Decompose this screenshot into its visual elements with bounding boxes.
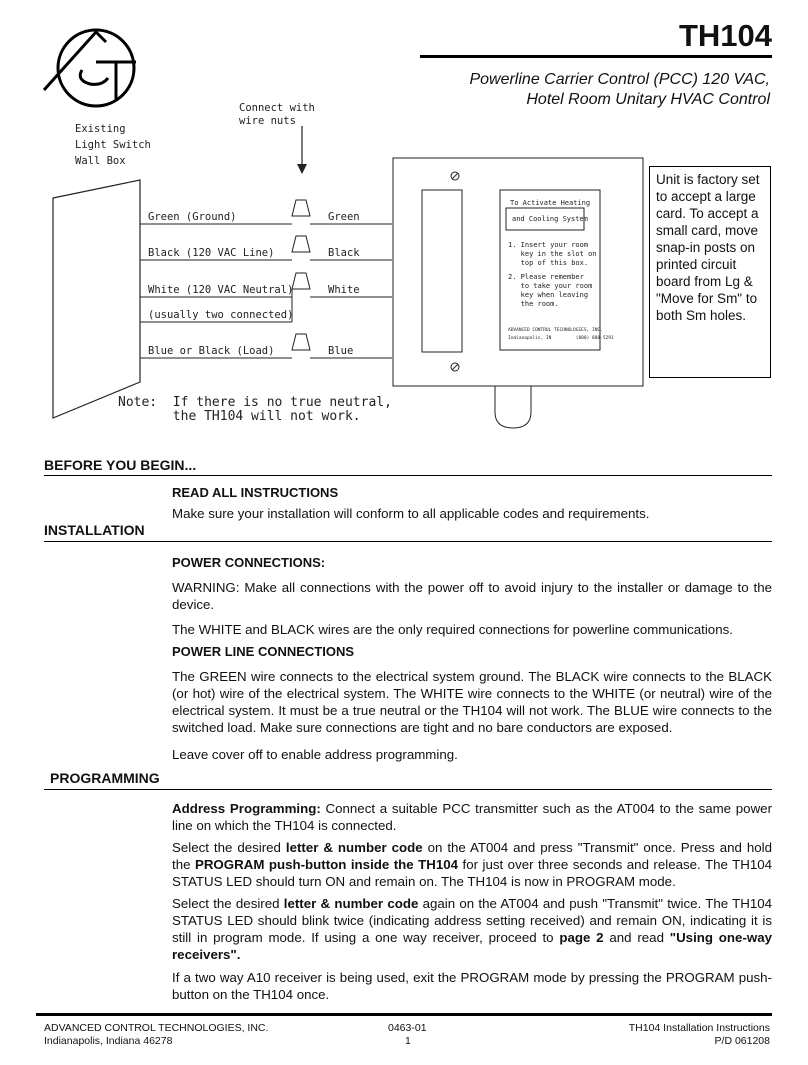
factory-setting-note: Unit is factory set to accept a large card. To accept a small card, move snap-in posts on printed circuit board from Lg & "Move for Sm" to both Sm holes.	[649, 166, 771, 378]
wire-connections-text: The GREEN wire connects to the electrical system ground. The BLACK wire connects to the BLACK (or hot) wire of the electrical system. The WHITE wire connects to the WHITE (or neutral) wire of the electrical system. It must be a true neutral or the TH104 will not work. The BLUE wire connects to the switched load. Make sure connections are tight and no bare conductors are exposed.	[172, 669, 772, 735]
model-number: TH104	[678, 18, 772, 53]
neutral-note: Note: If there is no true neutral, the TH104 will not work.	[118, 395, 392, 424]
subtitle-line-1: Powerline Carrier Control (PCC) 120 VAC,	[469, 71, 770, 88]
wire-label-white: White (120 VAC Neutral)	[148, 284, 294, 296]
white-black-text: The WHITE and BLACK wires are the only required connections for powerline communications.	[172, 622, 733, 637]
select-code-text: Select the desired letter & number code on the AT004 and press "Transmit" once. Press and hold the PROGRAM push-button inside the TH104 for just over three seconds and release. The TH104 STATUS LED should turn ON and remain on. The TH104 is now in PROGRAM mode.	[172, 840, 772, 889]
wire-label-neutral-note: (usually two connected)	[148, 309, 294, 321]
wire-color-green: Green	[328, 211, 360, 223]
heading-installation: INSTALLATION	[44, 522, 145, 538]
card-title-1: To Activate Heating	[510, 199, 591, 207]
conform-text: Make sure your installation will conform to all applicable codes and requirements.	[172, 506, 650, 521]
power-connections-heading: POWER CONNECTIONS:	[172, 555, 326, 570]
box-label-3: Wall Box	[75, 155, 126, 167]
connect-label-2: wire nuts	[239, 115, 296, 127]
wire-color-black: Black	[328, 247, 360, 259]
wire-label-black: Black (120 VAC Line)	[148, 247, 275, 259]
footer-address: Indianapolis, Indiana 46278	[44, 1035, 173, 1047]
footer-page-number: 1	[405, 1035, 411, 1047]
rule	[44, 475, 772, 476]
connect-label-1: Connect with	[239, 102, 315, 114]
subtitle-line-2: Hotel Room Unitary HVAC Control	[526, 91, 770, 108]
heading-programming: PROGRAMMING	[50, 770, 160, 786]
footer-rule	[36, 1013, 772, 1016]
card-title-2: and Cooling System	[512, 215, 588, 223]
wire-label-load: Blue or Black (Load)	[148, 345, 275, 357]
wire-color-blue: Blue	[328, 345, 354, 357]
box-label-2: Light Switch	[75, 139, 151, 151]
card-footer-2: Indianapolis, IN (800) 888-5291	[508, 336, 614, 341]
select-code-again-text: Select the desired letter & number code again on the AT004 and push "Transmit" twice. The TH104 STATUS LED should blink twice (indicating address setting received) and remain ON, indicating it is still in program mode. If using a one way receiver, proceed to page 2 and read "Using one-way receivers".	[172, 896, 773, 962]
box-label-1: Existing	[75, 123, 126, 135]
card-instruction-1: 1. Insert your room key in the slot on top of this box.	[508, 241, 597, 267]
card-footer-1: ADVANCED CONTROL TECHNOLOGIES, INC.	[508, 328, 603, 333]
footer-pd: P/D 061208	[714, 1035, 770, 1047]
heading-before-you-begin: BEFORE YOU BEGIN...	[44, 457, 197, 473]
leave-cover-text: Leave cover off to enable address programming.	[172, 747, 458, 762]
warning-text: WARNING: Make all connections with the power off to avoid injury to the installer or damage to the device.	[172, 580, 772, 612]
address-programming-text: Address Programming: Connect a suitable PCC transmitter such as the AT004 to the same power line on which the TH104 is connected.	[172, 801, 773, 833]
wire-label-green: Green (Ground)	[148, 211, 237, 223]
footer-company: ADVANCED CONTROL TECHNOLOGIES, INC.	[44, 1022, 269, 1034]
rule	[44, 789, 772, 790]
footer-doc-title: TH104 Installation Instructions	[628, 1022, 770, 1034]
wire-color-white: White	[328, 284, 360, 296]
read-all-instructions: READ ALL INSTRUCTIONS	[172, 485, 339, 500]
footer-doc-number: 0463-01	[388, 1022, 427, 1034]
two-way-receiver-text: If a two way A10 receiver is being used, exit the PROGRAM mode by pressing the PROGRAM push-button on the TH104 once.	[172, 970, 772, 1002]
power-line-heading: POWER LINE CONNECTIONS	[172, 644, 355, 659]
card-instruction-2: 2. Please remember to take your room key when leaving the room.	[508, 273, 593, 308]
rule	[44, 541, 772, 542]
